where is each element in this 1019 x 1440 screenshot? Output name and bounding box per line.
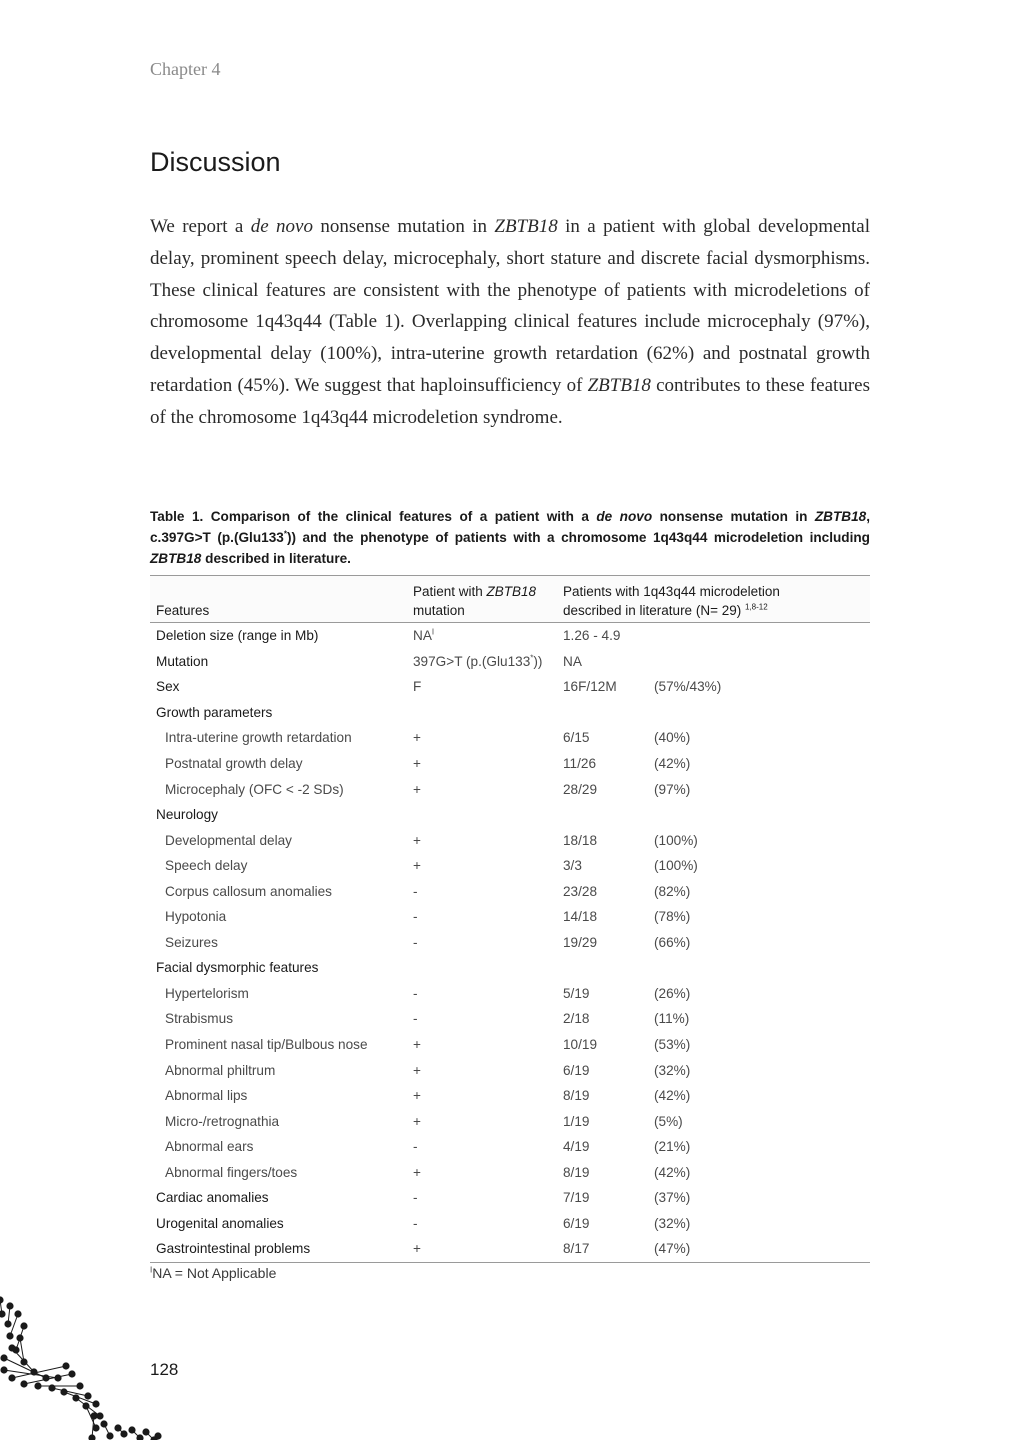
- count-cell: 8/19: [563, 1088, 590, 1104]
- feature-cell: Mutation: [156, 653, 209, 669]
- count-cell: 4/19: [563, 1139, 590, 1155]
- feature-cell: Strabismus: [165, 1011, 233, 1027]
- table-body: [150, 623, 870, 1263]
- dna-rung: [52, 1388, 88, 1396]
- count-cell: 6/19: [563, 1062, 590, 1078]
- count-cell: 2/18: [563, 1011, 590, 1027]
- dna-dot: [54, 1374, 61, 1381]
- count-cell: 23/28: [563, 883, 598, 899]
- feature-cell: Abnormal fingers/toes: [165, 1164, 298, 1180]
- section-heading: Discussion: [150, 147, 281, 177]
- patient-cell: -: [413, 985, 418, 1001]
- pct-cell: (57%/43%): [654, 679, 722, 695]
- caption-text-5: described in literature.: [201, 551, 351, 566]
- feature-cell: Growth parameters: [156, 704, 273, 720]
- caption-text-4: )) and the phenotype of patients with a chromosome 1q43q44 microdeletion including: [286, 530, 870, 545]
- pct-cell: (66%): [654, 934, 691, 950]
- dna-dot: [0, 1296, 4, 1303]
- feature-cell: Facial dysmorphic features: [156, 960, 319, 976]
- count-cell: 8/19: [563, 1164, 590, 1180]
- table-row: [150, 1006, 870, 1032]
- discussion-paragraph: [150, 211, 870, 434]
- count-cell: 7/19: [563, 1190, 590, 1206]
- table-row: [150, 981, 870, 1007]
- count-cell: 16F/12M: [563, 679, 617, 695]
- count-cell: 6/19: [563, 1215, 590, 1231]
- header-features: Features: [150, 576, 407, 623]
- dna-dot: [68, 1370, 75, 1377]
- count-cell: 18/18: [563, 832, 598, 848]
- pct-cell: (11%): [654, 1011, 690, 1027]
- dna-dot: [114, 1424, 121, 1431]
- page-number: 128: [150, 1360, 179, 1379]
- table-row: [150, 1134, 870, 1160]
- dna-dot: [120, 1430, 127, 1437]
- table-row: [150, 776, 870, 802]
- patient-cell: [407, 623, 557, 649]
- table-row: [150, 700, 870, 726]
- patient-cell: -: [413, 1215, 418, 1231]
- pct-cell: (42%): [654, 756, 691, 771]
- dna-rungs: [0, 1300, 154, 1440]
- dna-dot: [92, 1400, 99, 1407]
- feature-cell: Seizures: [165, 934, 218, 950]
- dna-dot: [0, 1354, 7, 1361]
- pct-cell: (78%): [654, 909, 691, 925]
- count-cell: 28/29: [563, 781, 598, 797]
- dna-dot: [96, 1412, 103, 1419]
- dna-dot: [0, 1366, 7, 1373]
- count-cell: 1/19: [563, 1113, 590, 1129]
- patient-cell: -: [413, 934, 418, 950]
- patient-sup: *: [530, 653, 534, 663]
- table-row: [150, 674, 870, 700]
- pct-cell: (42%): [654, 1164, 691, 1180]
- table-row: [150, 1057, 870, 1083]
- dna-dot: [106, 1432, 113, 1439]
- dna-dot: [16, 1334, 23, 1341]
- table-row: [150, 751, 870, 777]
- patient-cell: +: [413, 1037, 421, 1053]
- table-row: [150, 802, 870, 828]
- count-cell: 19/29: [563, 934, 598, 950]
- patient-cell: -: [413, 1011, 418, 1027]
- pct-cell: (97%): [654, 781, 691, 797]
- patient-sup: I: [431, 627, 435, 637]
- patient-cell: [407, 955, 557, 981]
- pct-cell: [648, 649, 870, 675]
- feature-cell: Abnormal lips: [165, 1088, 248, 1104]
- patient-cell: [407, 649, 557, 675]
- count-cell: 10/19: [563, 1037, 598, 1053]
- patient-cell: +: [413, 1062, 421, 1078]
- patient-value: 397G>T (p.(Glu133: [413, 653, 531, 669]
- pct-cell: (21%): [654, 1139, 691, 1155]
- dna-dot: [62, 1362, 69, 1369]
- feature-cell: Sex: [156, 679, 180, 695]
- table-row: [150, 725, 870, 751]
- header-literature: [557, 576, 870, 623]
- comparison-table-wrapper: [150, 575, 870, 1263]
- dna-dot: [128, 1426, 135, 1433]
- header-literature-line2: described in literature (N= 29): [563, 603, 742, 618]
- table-caption: [150, 506, 870, 569]
- caption-sup: *: [283, 529, 287, 539]
- dna-dot: [142, 1428, 149, 1435]
- pct-cell: (100%): [654, 858, 698, 874]
- pct-cell: (32%): [654, 1062, 691, 1078]
- dna-dot: [34, 1382, 41, 1389]
- pct-cell: (42%): [654, 1088, 691, 1104]
- patient-cell: +: [413, 1088, 421, 1104]
- dna-dot: [92, 1424, 99, 1431]
- pct-cell: (100%): [654, 832, 698, 848]
- table-row: [150, 827, 870, 853]
- feature-cell: Postnatal growth delay: [165, 756, 303, 771]
- table-row: [150, 853, 870, 879]
- body-text-4: contributes to these features of the chromosome 1q43q44 microdeletion syndrome.: [150, 374, 870, 428]
- count-cell: 8/17: [557, 1236, 648, 1262]
- feature-cell: Prominent nasal tip/Bulbous nose: [165, 1037, 368, 1053]
- dna-dot: [12, 1346, 19, 1353]
- patient-cell: -: [413, 883, 418, 899]
- header-literature-line1: Patients with 1q43q44 microdeletion: [563, 584, 780, 599]
- dna-dots: [0, 1296, 162, 1440]
- count-cell: 5/19: [563, 985, 590, 1001]
- table-row: [150, 1083, 870, 1109]
- dna-dot: [82, 1402, 89, 1409]
- feature-cell: Abnormal ears: [165, 1139, 254, 1155]
- table-header-row: [150, 576, 870, 623]
- feature-cell: Speech delay: [165, 858, 248, 874]
- header-patient-post: mutation: [413, 603, 465, 618]
- table-row: [150, 1211, 870, 1237]
- count-cell: [557, 700, 648, 726]
- feature-cell: Urogenital anomalies: [156, 1215, 284, 1231]
- patient-cell: +: [413, 1113, 421, 1129]
- footnote-marker: I: [150, 1265, 153, 1275]
- pct-cell: (32%): [654, 1215, 691, 1231]
- feature-cell: Hypotonia: [165, 909, 227, 925]
- body-text-3: in a patient with global developmental delay, prominent speech delay, microcephaly, short stature and discrete facial dysmorphisms. These clinical features are consistent with the phenotype of patients with microdeletions of chromosome 1q43q44 (Table 1). Overlapping clinical features include microcephaly (97%), developmental delay (100%), intra-uterine growth retardation (62%) and postnatal growth retardation (45%). We suggest that haploinsufficiency of: [150, 216, 870, 396]
- patient-cell: +: [413, 1164, 421, 1180]
- count-cell: 1.26 - 4.9: [563, 628, 621, 644]
- patient-cell: +: [413, 781, 421, 797]
- feature-cell: Micro-/retrognathia: [165, 1113, 280, 1129]
- table-row: [150, 649, 870, 675]
- table-row: [150, 878, 870, 904]
- dna-dot: [8, 1374, 15, 1381]
- feature-cell: Deletion size (range in Mb): [156, 628, 319, 644]
- pct-cell: [648, 700, 870, 726]
- body-text-1: We report a: [150, 216, 251, 237]
- pct-cell: (82%): [654, 883, 691, 899]
- pct-cell: (5%): [654, 1113, 683, 1129]
- feature-cell: Cardiac anomalies: [156, 1190, 269, 1206]
- patient-value: NA: [413, 628, 432, 644]
- dna-dot: [30, 1368, 37, 1375]
- table-row: [150, 1236, 870, 1262]
- table-row: [150, 1032, 870, 1058]
- table-row: [150, 1108, 870, 1134]
- feature-cell: Hypertelorism: [165, 985, 249, 1001]
- pct-cell: (40%): [654, 730, 691, 746]
- dna-dot: [6, 1332, 13, 1339]
- pct-cell: [648, 955, 870, 981]
- dna-dot: [76, 1382, 83, 1389]
- dna-dot: [48, 1384, 55, 1391]
- table-row: [150, 1159, 870, 1185]
- dna-helix-icon: [0, 1292, 175, 1440]
- patient-value-post: )): [533, 653, 543, 669]
- body-em-gene-2: ZBTB18: [587, 374, 651, 396]
- dna-dot: [14, 1310, 21, 1317]
- count-cell: 14/18: [563, 909, 598, 925]
- patient-cell: +: [413, 756, 421, 771]
- pct-cell: (37%): [654, 1190, 691, 1206]
- header-patient-gene: ZBTB18: [486, 584, 537, 599]
- table-row: [150, 930, 870, 956]
- header-literature-refs: 1,8-12: [744, 602, 768, 612]
- pct-cell: (47%): [648, 1236, 870, 1262]
- dna-dot: [100, 1420, 107, 1427]
- caption-text-3: , c.397G>T (p.(Glu133: [150, 509, 870, 545]
- table-row: [150, 1185, 870, 1211]
- table-footnote: [150, 1265, 276, 1281]
- feature-cell: Intra-uterine growth retardation: [165, 730, 352, 746]
- comparison-table: [150, 575, 870, 1263]
- pct-cell: [648, 623, 870, 649]
- header-patient-pre: Patient with: [413, 584, 487, 599]
- dna-dot: [20, 1322, 27, 1329]
- table-row: [150, 904, 870, 930]
- feature-cell: Corpus callosum anomalies: [165, 883, 332, 899]
- count-cell: 11/26: [563, 756, 597, 771]
- patient-cell: -: [413, 1139, 418, 1155]
- count-cell: 6/15: [563, 730, 590, 746]
- count-cell: [557, 955, 648, 981]
- caption-em-gene-1: ZBTB18: [814, 509, 867, 524]
- patient-cell: +: [407, 1236, 557, 1262]
- dna-dot: [60, 1388, 67, 1395]
- feature-cell: Gastrointestinal problems: [150, 1236, 407, 1262]
- header-patient: [407, 576, 557, 623]
- dna-dot: [6, 1302, 13, 1309]
- caption-em-de-novo: de novo: [596, 509, 653, 524]
- dna-dot: [84, 1392, 91, 1399]
- pct-cell: (53%): [654, 1037, 691, 1053]
- pct-cell: (26%): [654, 985, 691, 1001]
- count-cell: NA: [563, 653, 582, 669]
- patient-cell: [407, 700, 557, 726]
- patient-cell: F: [413, 679, 422, 695]
- patient-cell: +: [413, 858, 421, 874]
- feature-cell: Abnormal philtrum: [165, 1062, 276, 1078]
- body-em-gene-1: ZBTB18: [494, 216, 558, 237]
- dna-dot: [0, 1310, 6, 1317]
- patient-cell: [407, 802, 557, 828]
- patient-cell: +: [413, 832, 421, 848]
- footnote-text: NA = Not Applicable: [152, 1265, 277, 1281]
- body-em-de-novo: de novo: [250, 216, 313, 237]
- dna-dot: [72, 1394, 79, 1401]
- body-text-2: nonsense mutation in: [312, 216, 495, 237]
- patient-cell: +: [413, 730, 421, 746]
- dna-dot: [20, 1358, 27, 1365]
- chapter-header: Chapter 4: [150, 59, 221, 79]
- table-row: [150, 955, 870, 981]
- caption-em-gene-2: ZBTB18: [150, 551, 202, 566]
- count-cell: 3/3: [563, 858, 582, 874]
- caption-text-1: Table 1. Comparison of the clinical features of a patient with a: [150, 509, 597, 524]
- feature-cell: Microcephaly (OFC < -2 SDs): [165, 781, 344, 797]
- feature-cell: Developmental delay: [165, 832, 292, 848]
- patient-cell: -: [413, 1190, 418, 1206]
- feature-cell: Neurology: [156, 807, 218, 823]
- dna-dot: [42, 1374, 49, 1381]
- dna-dot: [4, 1320, 11, 1327]
- dna-dot: [20, 1380, 27, 1387]
- patient-cell: -: [413, 909, 418, 925]
- caption-text-2: nonsense mutation in: [652, 509, 815, 524]
- table-row: [150, 623, 870, 649]
- dna-dot: [88, 1434, 95, 1440]
- pct-cell: [648, 802, 870, 828]
- count-cell: [557, 802, 648, 828]
